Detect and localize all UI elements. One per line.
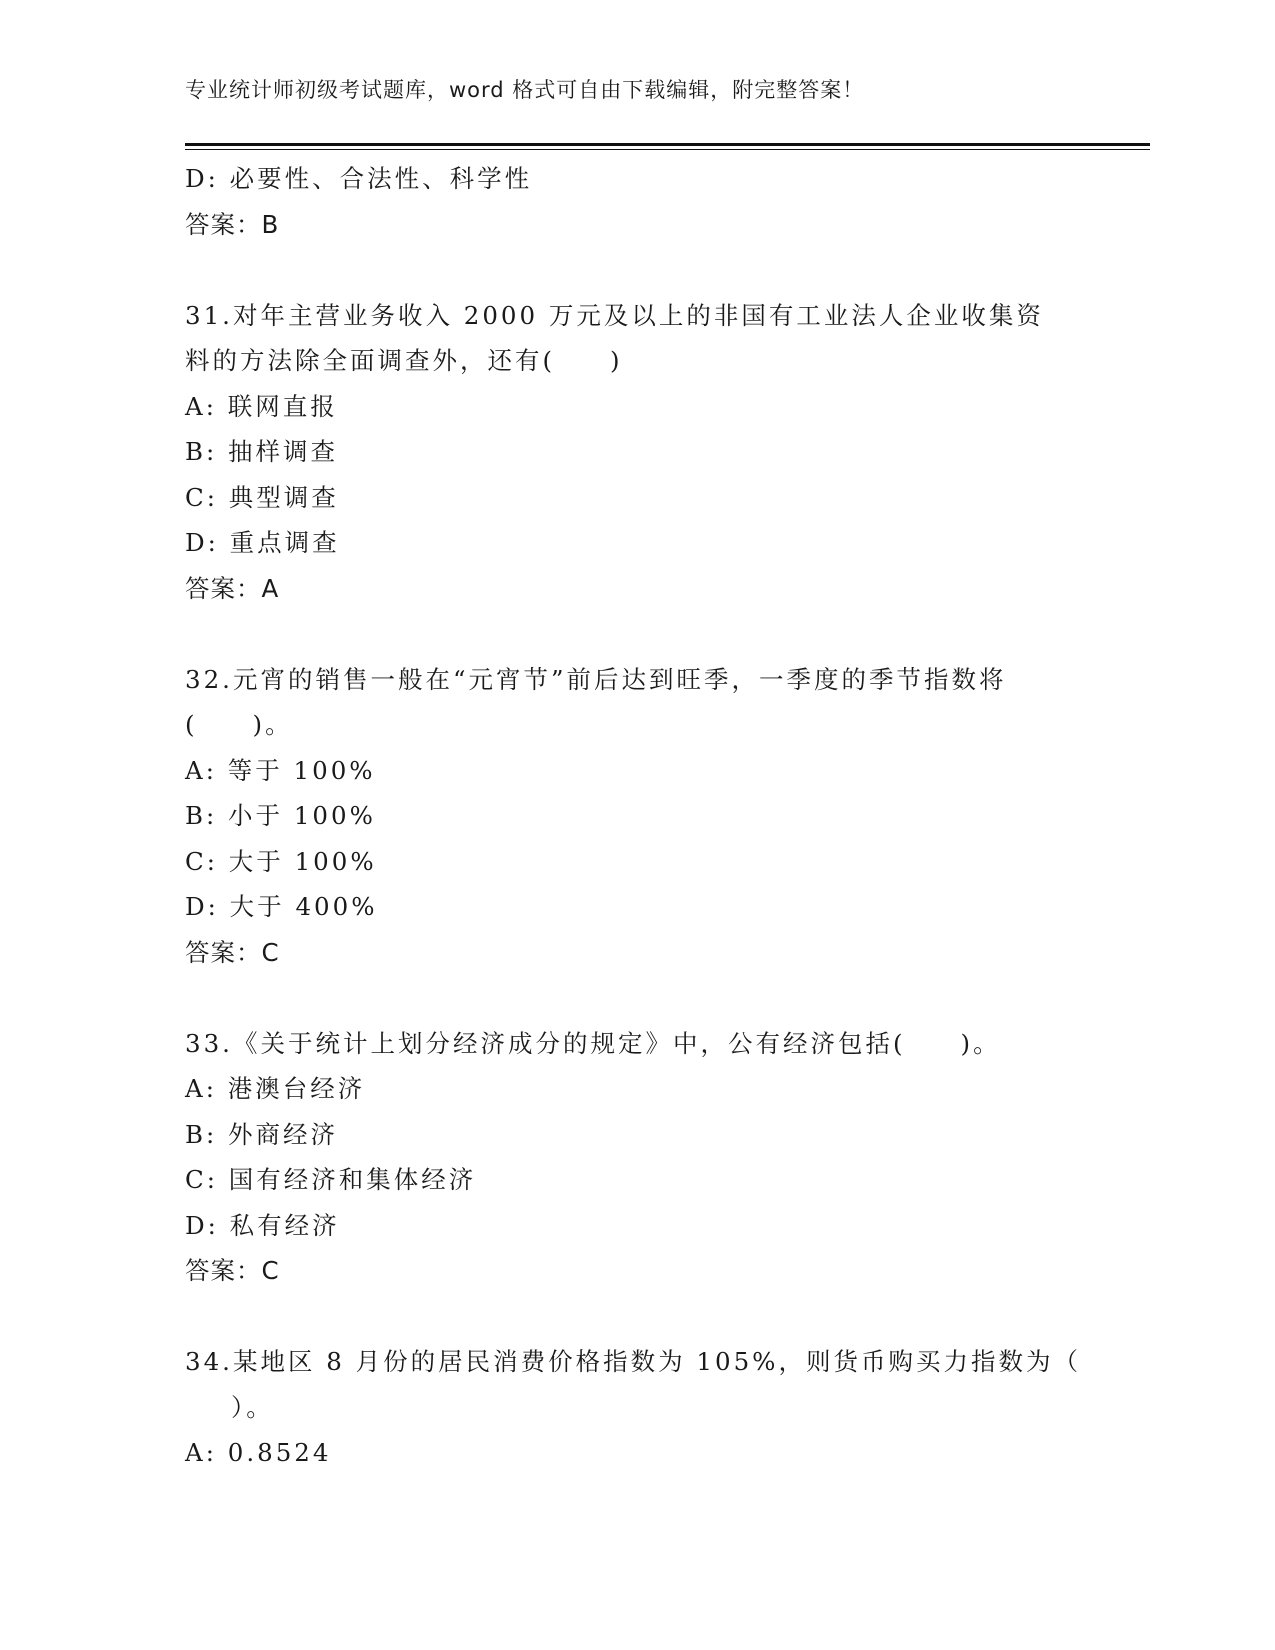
option-d: D: 私有经济 (185, 1210, 340, 1240)
question-list (185, 156, 1085, 1476)
question-32 (185, 657, 1085, 976)
question-text-cont: ）。 (231, 1392, 274, 1422)
option-a: A: 港澳台经济 (185, 1074, 366, 1103)
header-rule-thin (185, 149, 1150, 150)
option-a: A: 等于 100% (185, 755, 376, 785)
option-a: A: 联网直报 (185, 391, 338, 421)
header-rule-thick (185, 143, 1150, 146)
option-d: D: 大于 400% (185, 892, 378, 921)
option-c: C: 典型调查 (185, 482, 339, 512)
answer: 答案：C (185, 1256, 280, 1285)
question-33 (185, 1021, 1085, 1294)
question-text-cont: 料的方法除全面调查外，还有( ) (185, 346, 623, 375)
option-b: B: 小于 100% (185, 801, 376, 830)
answer: 答案：B (185, 209, 280, 239)
option-c: C: 大于 100% (185, 846, 377, 876)
option-a: A: 0.8524 (185, 1438, 332, 1467)
answer: 答案：C (185, 937, 280, 967)
question-text: 31.对年主营业务收入 2000 万元及以上的非国有工业法人企业收集资 (185, 300, 1044, 330)
option-b: B: 外商经济 (185, 1119, 339, 1149)
question-text: 32.元宵的销售一般在“元宵节”前后达到旺季，一季度的季节指数将 (185, 664, 1007, 694)
question-text-cont: ( )。 (185, 710, 293, 739)
spacer (185, 1294, 1085, 1340)
spacer (185, 975, 1085, 1021)
question-text: 34.某地区 8 月份的居民消费价格指数为 105%，则货币购买力指数为（ (185, 1347, 1081, 1376)
question-34 (185, 1339, 1085, 1476)
option-c: C: 国有经济和集体经济 (185, 1165, 477, 1194)
page-header: 专业统计师初级考试题库，word 格式可自由下载编辑，附完整答案！ (185, 78, 865, 102)
spacer (185, 247, 1085, 293)
question-text: 33.《关于统计上划分经济成分的规定》中，公有经济包括( )。 (185, 1028, 1001, 1058)
answer: 答案：A (185, 573, 280, 603)
question-31 (185, 293, 1085, 612)
option-d: D: 重点调查 (185, 528, 340, 557)
option-d: D: 必要性、合法性、科学性 (185, 164, 533, 193)
option-b: B: 抽样调查 (185, 437, 339, 466)
spacer (185, 611, 1085, 657)
